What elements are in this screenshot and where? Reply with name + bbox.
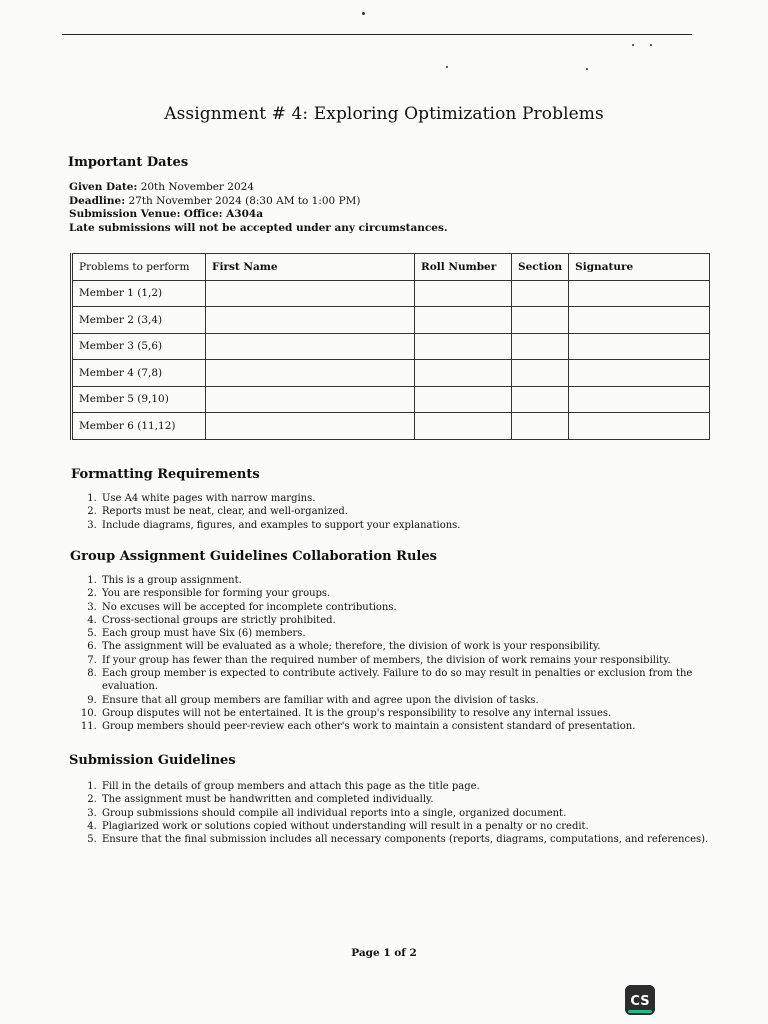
deadline-label: Deadline:	[69, 194, 126, 207]
page-title: Assignment # 4: Exploring Optimization Problems	[164, 104, 604, 124]
first-name-cell[interactable]	[206, 333, 415, 360]
section-cell[interactable]	[512, 360, 569, 387]
table-row	[72, 360, 710, 387]
scan-speck	[650, 44, 652, 46]
given-date-line	[69, 181, 448, 195]
list-item: 4. Plagiarized work or solutions copied without understanding will result in a penalty or no credit.	[100, 820, 720, 833]
scan-artifact-line	[62, 34, 692, 35]
table-row	[72, 307, 710, 334]
member-label: Member 5 (9,10)	[72, 386, 206, 413]
member-label: Member 3 (5,6)	[72, 333, 206, 360]
deadline-value: 27th November 2024 (8:30 AM to 1:00 PM)	[128, 194, 361, 207]
list-item: 2. The assignment must be handwritten and completed individually.	[100, 793, 720, 806]
first-name-cell[interactable]	[206, 360, 415, 387]
first-name-cell[interactable]	[206, 307, 415, 334]
table-row	[72, 280, 710, 307]
formatting-list	[82, 492, 720, 532]
group-guidelines-heading: Group Assignment Guidelines Collaboration Rules	[70, 549, 437, 564]
scan-speck	[632, 44, 634, 46]
list-item: 1. Use A4 white pages with narrow margins.	[100, 492, 720, 505]
signature-cell[interactable]	[569, 307, 710, 334]
table-header-row	[72, 254, 710, 281]
signature-cell[interactable]	[569, 360, 710, 387]
first-name-cell[interactable]	[206, 386, 415, 413]
submission-list	[82, 780, 720, 846]
list-item: 10. Group disputes will not be entertained. It is the group's responsibility to resolve any internal issues.	[100, 707, 720, 720]
roll-number-cell[interactable]	[415, 307, 512, 334]
member-label: Member 4 (7,8)	[72, 360, 206, 387]
table-row	[72, 413, 710, 440]
roll-number-cell[interactable]	[415, 360, 512, 387]
member-label: Member 2 (3,4)	[72, 307, 206, 334]
venue-line	[69, 208, 448, 222]
scan-speck	[586, 68, 588, 70]
list-item: 2. You are responsible for forming your groups.	[100, 587, 720, 600]
given-date-label: Given Date:	[69, 181, 138, 193]
list-item: 6. The assignment will be evaluated as a whole; therefore, the division of work is your responsibility.	[100, 640, 720, 653]
section-cell[interactable]	[512, 333, 569, 360]
first-name-cell[interactable]	[206, 280, 415, 307]
list-item: 8. Each group member is expected to contribute actively. Failure to do so may result in penalties or exclusion from the evaluation.	[100, 667, 720, 694]
header-problems: Problems to perform	[72, 254, 206, 281]
important-dates-heading: Important Dates	[68, 155, 189, 170]
list-item: 1. This is a group assignment.	[100, 574, 720, 587]
member-label: Member 1 (1,2)	[72, 280, 206, 307]
submission-heading: Submission Guidelines	[69, 753, 236, 768]
first-name-cell[interactable]	[206, 413, 415, 440]
venue-value: Office: A304a	[183, 208, 264, 220]
header-section: Section	[512, 254, 569, 281]
list-item: 9. Ensure that all group members are familiar with and agree upon the division of tasks.	[100, 694, 720, 707]
roll-number-cell[interactable]	[415, 280, 512, 307]
list-item: 11. Group members should peer-review each other's work to maintain a consistent standard of presentation.	[100, 720, 720, 733]
member-label: Member 6 (11,12)	[72, 413, 206, 440]
list-item: 4. Cross-sectional groups are strictly prohibited.	[100, 614, 720, 627]
list-item: 7. If your group has fewer than the required number of members, the division of work remains your responsibility.	[100, 654, 720, 667]
list-item: 1. Fill in the details of group members and attach this page as the title page.	[100, 780, 720, 793]
signature-cell[interactable]	[569, 386, 710, 413]
camscanner-logo-text: CS	[630, 994, 650, 1009]
header-roll-number: Roll Number	[415, 254, 512, 281]
camscanner-logo-icon	[625, 985, 655, 1015]
late-submission-note: Late submissions will not be accepted under any circumstances.	[69, 221, 448, 234]
roll-number-cell[interactable]	[415, 413, 512, 440]
list-item: 5. Ensure that the final submission includes all necessary components (reports, diagrams, computations, and references).	[100, 833, 720, 846]
roll-number-cell[interactable]	[415, 333, 512, 360]
signature-cell[interactable]	[569, 413, 710, 440]
header-signature: Signature	[569, 254, 710, 281]
page-number: Page 1 of 2	[351, 947, 417, 959]
list-item: 3. No excuses will be accepted for incomplete contributions.	[100, 601, 720, 614]
venue-label: Submission Venue:	[69, 208, 181, 220]
list-item: 5. Each group must have Six (6) members.	[100, 627, 720, 640]
signature-cell[interactable]	[569, 333, 710, 360]
group-members-table	[70, 253, 710, 440]
section-cell[interactable]	[512, 280, 569, 307]
scan-speck	[446, 66, 448, 68]
table-row	[72, 386, 710, 413]
given-date-value: 20th November 2024	[140, 181, 254, 193]
list-item: 2. Reports must be neat, clear, and well-organized.	[100, 505, 720, 518]
roll-number-cell[interactable]	[415, 386, 512, 413]
deadline-line	[69, 195, 448, 209]
signature-cell[interactable]	[569, 280, 710, 307]
header-first-name: First Name	[206, 254, 415, 281]
formatting-heading: Formatting Requirements	[71, 467, 260, 482]
table-row	[72, 333, 710, 360]
important-dates-block	[69, 181, 448, 235]
section-cell[interactable]	[512, 386, 569, 413]
scan-speck	[362, 12, 365, 15]
section-cell[interactable]	[512, 307, 569, 334]
section-cell[interactable]	[512, 413, 569, 440]
group-guidelines-list	[82, 574, 720, 734]
list-item: 3. Include diagrams, figures, and examples to support your explanations.	[100, 519, 720, 532]
list-item: 3. Group submissions should compile all individual reports into a single, organized document.	[100, 807, 720, 820]
